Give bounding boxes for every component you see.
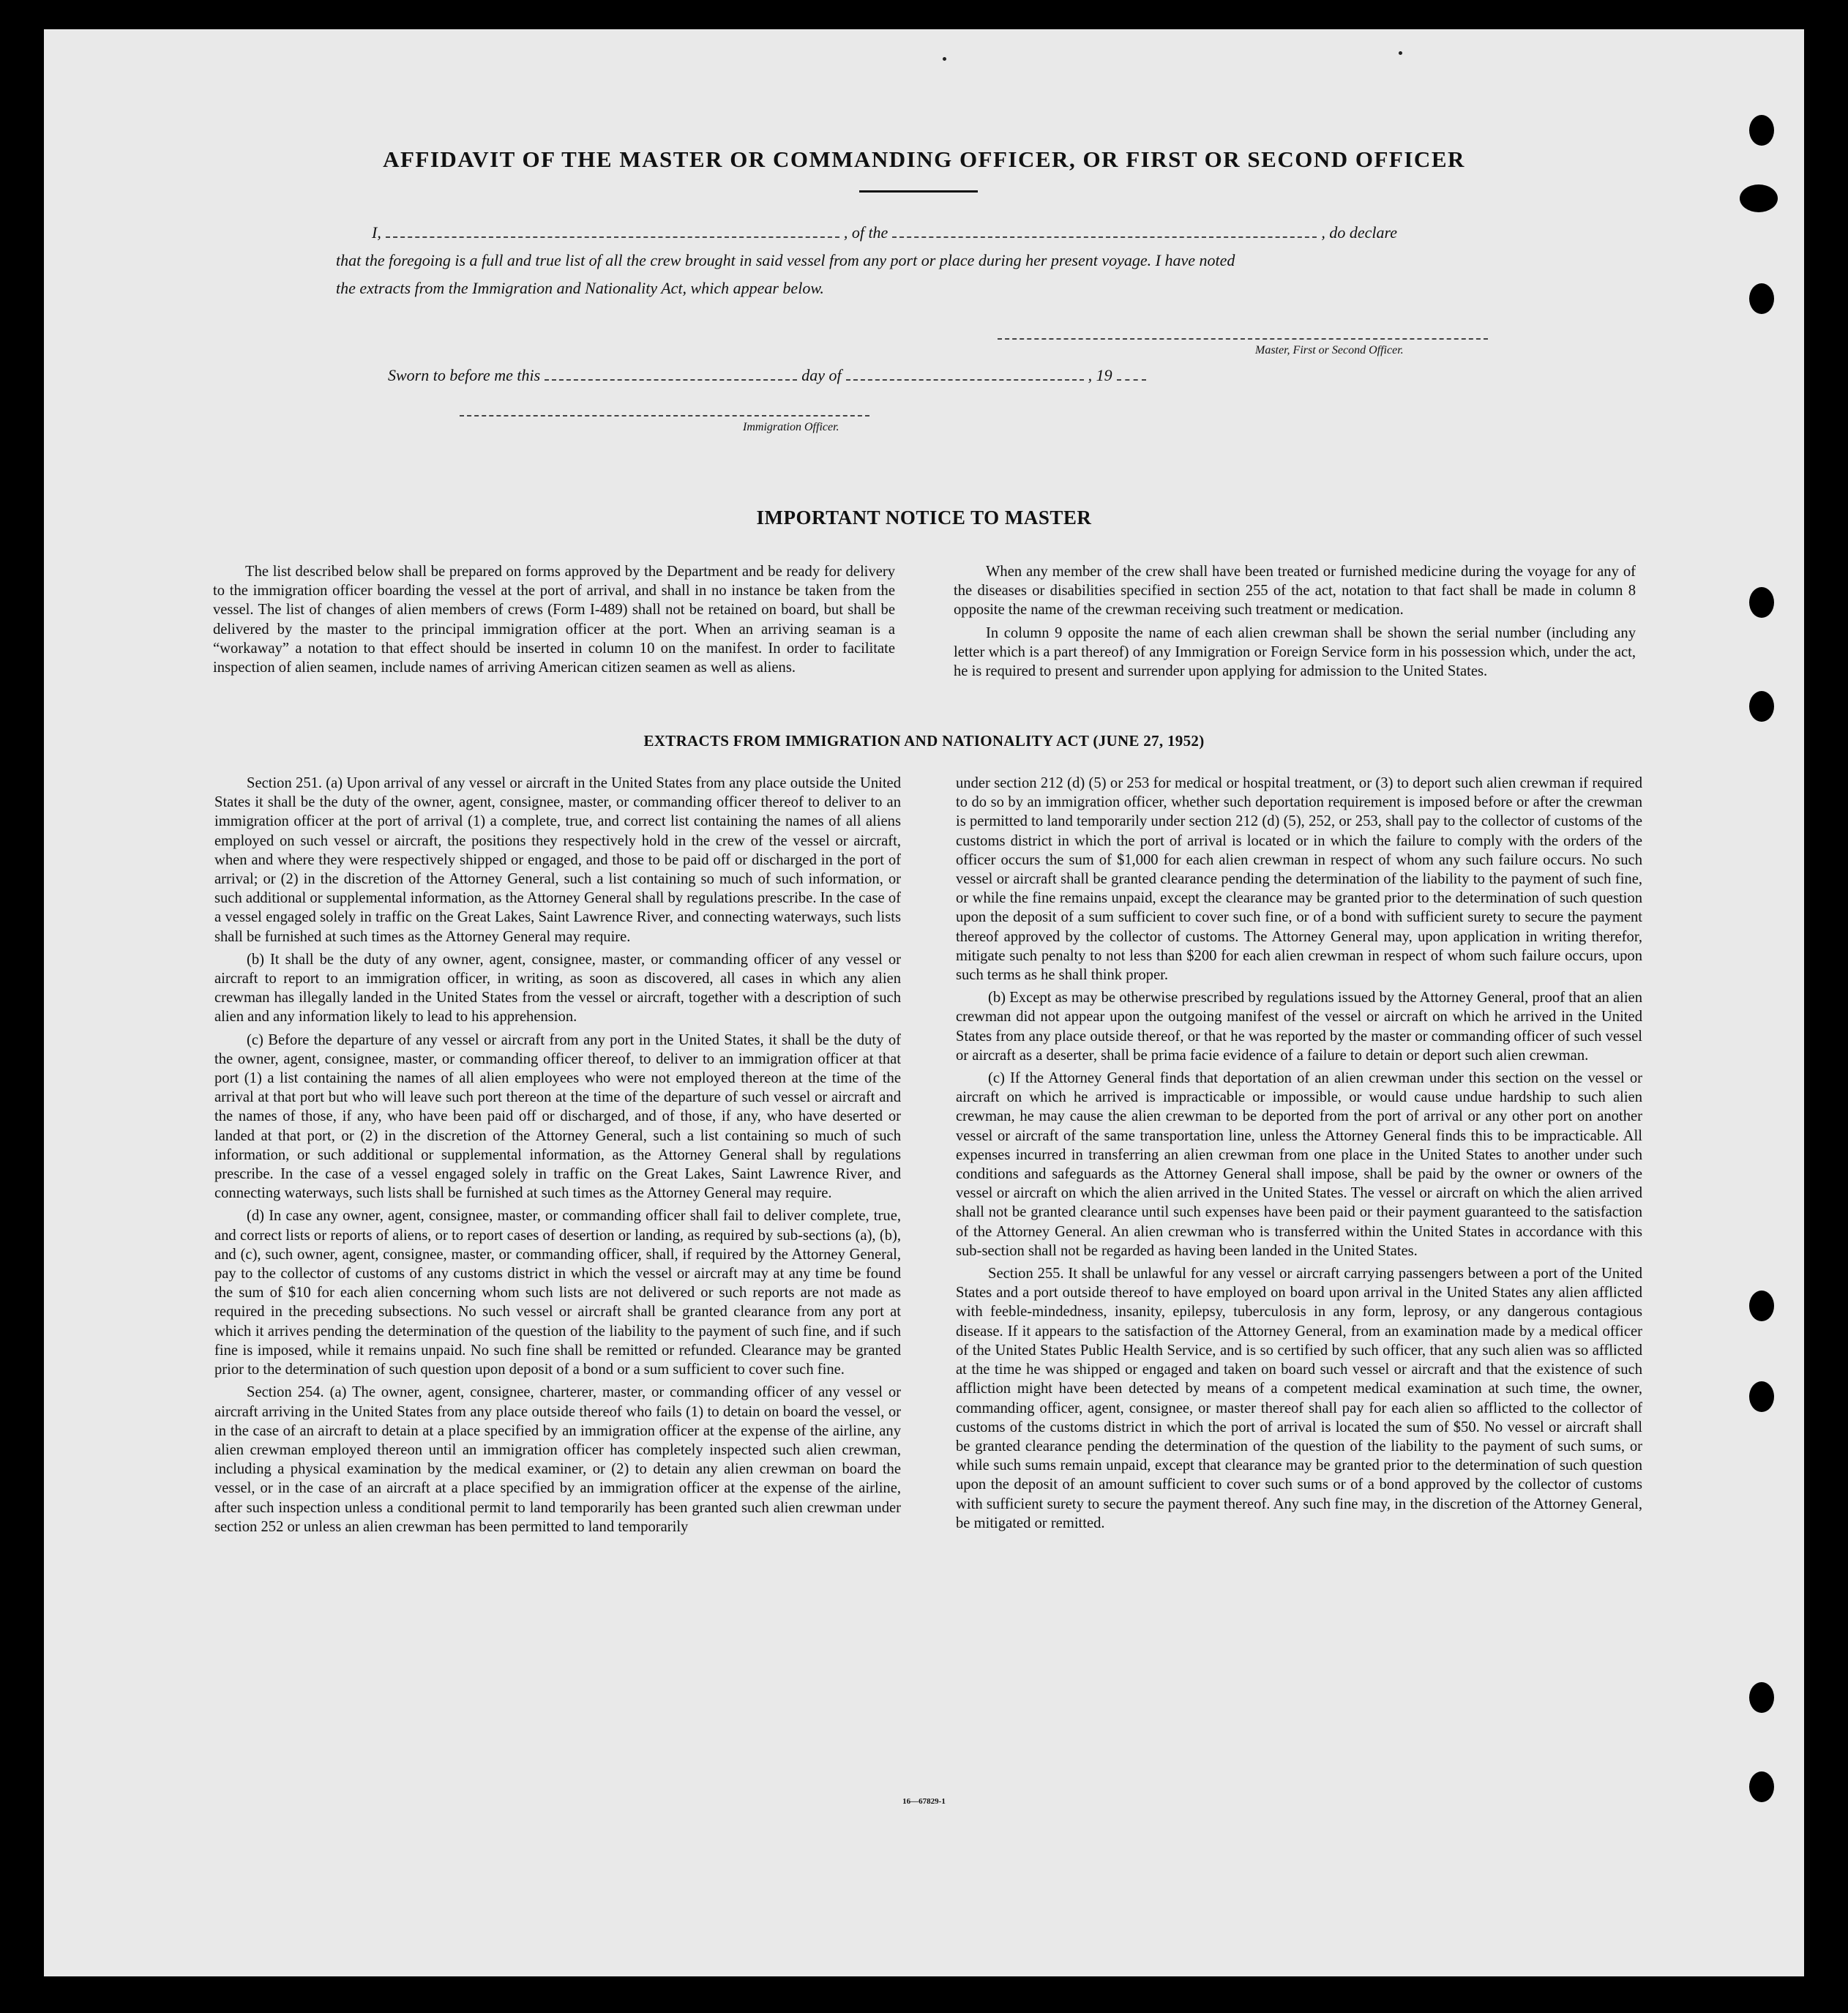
sworn-day-blank[interactable] (545, 378, 797, 381)
scanned-page (44, 29, 1804, 1976)
master-signature-caption: Master, First or Second Officer. (1255, 344, 1404, 356)
extracts-title: EXTRACTS FROM IMMIGRATION AND NATIONALITY ACT (JUNE 27, 1952) (643, 732, 1205, 750)
scan-speck (943, 57, 946, 61)
notice-left-column (213, 562, 895, 681)
notice-paragraph: The list described below shall be prepared on forms approved by the Department and be ready for delivery to the immigration officer boarding the vessel at the port of arrival, and shall in no instance be taken from the vessel. The list of changes of alien members of crews (Form I-489) shall not be retained on board, but shall be delivered by the master to the principal immigration officer at the port. When an arriving seaman is a “workaway” a notation to that effect should be inserted in column 10 on the manifest. In order to facilitate inspection of alien seamen, include names of arriving American citizen seamen as well as aliens. (213, 564, 895, 676)
declaration-line-3: the extracts from the Immigration and Nationality Act, which appear below. (336, 279, 824, 297)
declarant-name-blank[interactable] (386, 236, 839, 238)
title-underline (859, 190, 978, 193)
master-signature-line[interactable] (998, 338, 1488, 340)
sworn-line (388, 366, 1151, 385)
sworn-label: Sworn to before me this (388, 366, 541, 384)
statute-paragraph: (c) Before the departure of any vessel or aircraft from any port in the United States, it shall be the duty of the owner, agent, consignee, master, or commanding officer thereof, to deliver to an immigration officer at that port (1) a list containing the names of all alien employees who were not employed thereon at the time of the arrival at that port but who will leave such port thereon at the time of the departure of such vessel or aircraft and the names of those, if any, who have been paid off or discharged, and of those, if any, who have deserted or landed at that port, or (2) in the discretion of the Attorney General, such a list containing so much of such information, or such additional or supplemental information, as the Attorney General shall by regulations prescribe. In the case of a vessel engaged solely in traffic on the Great Lakes, Saint Lawrence River, and connecting waterways, such lists shall be furnished at such times as the Attorney General may require. (214, 1031, 901, 1202)
punch-hole (1749, 1682, 1774, 1713)
punch-hole (1749, 1291, 1774, 1321)
notice-paragraph: In column 9 opposite the name of each alien crewman shall be shown the serial number (including any letter which is a part thereof) of any Immigration or Foreign Service form in his possession which, under the act, he is required to present and surrender upon applying for admission to the United States. (954, 624, 1636, 680)
scan-speck (1399, 51, 1402, 55)
punch-hole (1749, 1381, 1774, 1412)
vessel-prefix: , of the (843, 223, 889, 242)
statute-paragraph: (d) In case any owner, agent, consignee, master, or commanding officer shall fail to deliver complete, true, and correct lists or reports of aliens, or to report cases of desertion or landing, as required by sub-sections (a), (b), and (c), such owner, agent, consignee, master, or commanding officer, shall, if required by the Attorney General, pay to the collector of customs of any customs district in which the vessel or aircraft may at any time be found the sum of $10 for each alien concerning whom such lists are not delivered or such reports are not made as required in the preceding subsections. No such vessel or aircraft shall be granted clearance from any port at which it arrives pending the determination of the question of the liability to the payment of such fine, and if such fine is imposed, while it remains unpaid. No such fine shall be remitted or refunded. Clearance may be granted prior to the determination of such question upon deposit of a bond or a sum sufficient to cover such fine. (214, 1208, 901, 1378)
punch-hole (1749, 587, 1774, 618)
punch-hole (1749, 115, 1774, 146)
statute-paragraph: under section 212 (d) (5) or 253 for medical or hospital treatment, or (3) to deport such alien crewman if required to do so by an immigration officer, whether such deportation requirement is imposed before or after the crewman is permitted to land temporarily under section 212 (d) (5), 252, or 253, shall pay to the collector of customs of the customs district in which the port of arrival is located or in which the failure to comply with the orders of the officer occurs the sum of $1,000 for each alien crewman in respect of whom any such failure occurs. No such vessel or aircraft shall be granted clearance pending the determination of the liability to the payment of such fine, or while the fine remains unpaid, except the clearance may be granted prior to the determination of such question upon the deposit of a sum sufficient to cover such fine, or of a bond with sufficient surety to secure the payment thereof approved by the collector of customs. The Attorney General may, upon application in writing therefor, mitigate such penalty to not less than $200 for each alien crewman in respect of whom such failure occurs, upon such terms as he shall think proper. (956, 775, 1642, 984)
extracts-right-column (956, 774, 1642, 1536)
sworn-month-blank[interactable] (846, 378, 1084, 381)
immigration-officer-signature-line[interactable] (460, 415, 869, 417)
declaration-line-2: that the foregoing is a full and true list of all the crew brought in said vessel from any port or place during her present voyage. I have noted (336, 251, 1235, 269)
statute-paragraph: Section 251. (a) Upon arrival of any vessel or aircraft in the United States from any place outside the United States it shall be the duty of the owner, agent, consignee, master, or commanding officer thereof to deliver to an immigration officer at the port of arrival (1) a complete, true, and correct list containing the names of all aliens employed on such vessel or aircraft, the positions they respectively hold in the crew of the vessel or aircraft, when and where they were respectively shipped or engaged, and those to be paid off or discharged in the port of arrival; or (2) in the discretion of the Attorney General, such a list containing so much of such information, or such additional or supplemental information, as the Attorney General shall by regulations prescribe. In the case of a vessel engaged solely in traffic on the Great Lakes, Saint Lawrence River, and connecting waterways, such lists shall be furnished at such times as the Attorney General may require. (214, 775, 901, 945)
punch-hole (1740, 184, 1778, 212)
declaration-line-1 (372, 223, 1397, 242)
immigration-officer-caption: Immigration Officer. (743, 421, 839, 433)
statute-paragraph: Section 255. It shall be unlawful for any vessel or aircraft carrying passengers between a port of the United States and a port outside thereof to have employed on board upon arrival in the United States any alien afflicted with feeble-mindedness, insanity, epilepsy, tuberculosis in any form, leprosy, or any dangerous contagious disease. If it appears to the satisfaction of the Attorney General, from an examination made by a medical officer of the United States Public Health Service, and is so certified by such officer, that any such alien was so afflicted at the time he was shipped or engaged and taken on board such vessel or aircraft and that the existence of such affliction might have been detected by means of a competent medical examination at such time, the owner, commanding officer, agent, consignee, or master thereof shall pay for each alien so afflicted to the collector of customs of the customs district in which the port of arrival is located the sum of $50. No vessel or aircraft shall be granted clearance pending the determination of the question of the liability to the payment of such sums, or while such sums remain unpaid, except that clearance may be granted prior to the determination of such question upon the deposit of an amount sufficient to cover such sums or of a bond approved by the collector of customs with sufficient surety to secure the payment thereof. Any such fine may, in the discretion of the Attorney General, be mitigated or remitted. (956, 1266, 1642, 1531)
affidavit-title: AFFIDAVIT OF THE MASTER OR COMMANDING OFFICER, OR FIRST OR SECOND OFFICER (383, 146, 1465, 172)
declarant-prefix: I, (372, 223, 381, 242)
statute-paragraph: (b) Except as may be otherwise prescribed by regulations issued by the Attorney General, proof that an alien crewman did not appear upon the outgoing manifest of the vessel or aircraft on which he arrived in the United States from any place outside thereof, or that he was reported by the master or commanding officer of such vessel or aircraft as a deserter, shall be prima facie evidence of a failure to detain or deport such alien crewman. (956, 990, 1642, 1064)
day-of-label: day of (801, 366, 842, 384)
notice-right-column (954, 562, 1636, 684)
statute-paragraph: (b) It shall be the duty of any owner, agent, consignee, master, or commanding officer of any vessel or aircraft to report to an immigration officer, in writing, as soon as discovered, all cases in which any alien crewman has illegally landed in the United States from the vessel or aircraft, together with a description of such alien and any information likely to lead to his apprehension. (214, 951, 901, 1026)
notice-title: IMPORTANT NOTICE TO MASTER (756, 507, 1092, 529)
notice-paragraph: When any member of the crew shall have been treated or furnished medicine during the voyage for any of the diseases or disabilities specified in section 255 of the act, notation to that fact shall be made in column 8 opposite the name of the crewman receiving such treatment or medication. (954, 564, 1636, 619)
extracts-left-column (214, 774, 901, 1540)
declare-suffix: , do declare (1321, 223, 1397, 242)
year-prefix: , 19 (1088, 366, 1112, 384)
statute-paragraph: Section 254. (a) The owner, agent, consignee, charterer, master, or commanding officer of any vessel or aircraft arriving in the United States from any place outside thereof who fails (1) to detain on board the vessel, or in the case of an aircraft to detain at a place specified by an immigration officer at the expense of the airline, any alien crewman employed thereon until an immigration officer has completely inspected such alien crewman, including a physical examination by the medical examiner, or (2) to detain any alien crewman on board the vessel, or in the case of an aircraft at a place specified by an immigration officer at the expense of the airline, after such inspection unless a conditional permit to land temporarily has been granted such alien crewman under section 252 or unless an alien crewman has been permitted to land temporarily (214, 1384, 901, 1535)
punch-hole (1749, 283, 1774, 314)
vessel-name-blank[interactable] (892, 236, 1317, 238)
form-number: 16—67829-1 (902, 1797, 946, 1806)
punch-hole (1749, 691, 1774, 722)
sworn-year-blank[interactable] (1117, 378, 1146, 381)
statute-paragraph: (c) If the Attorney General finds that deportation of an alien crewman under this section on the vessel or aircraft on which he arrived is impracticable or impossible, or would cause undue hardship to such alien crewman, he may cause the alien crewman to be deported from the port of arrival or any other port on another vessel or aircraft of the same transportation line, unless the Attorney General finds this to be impracticable. All expenses incurred in transferring an alien crewman from one place in the United States to another under such conditions and safeguards as the Attorney General shall impose, shall be paid by the owner or owners of the vessel or aircraft on which the alien arrived in the United States. The vessel or aircraft on which the alien arrived shall not be granted clearance until such expenses have been paid or their payment guaranteed to the satisfaction of the Attorney General. An alien crewman who is transferred within the United States in accordance with this sub-section shall not be regarded as having been landed in the United States. (956, 1070, 1642, 1259)
